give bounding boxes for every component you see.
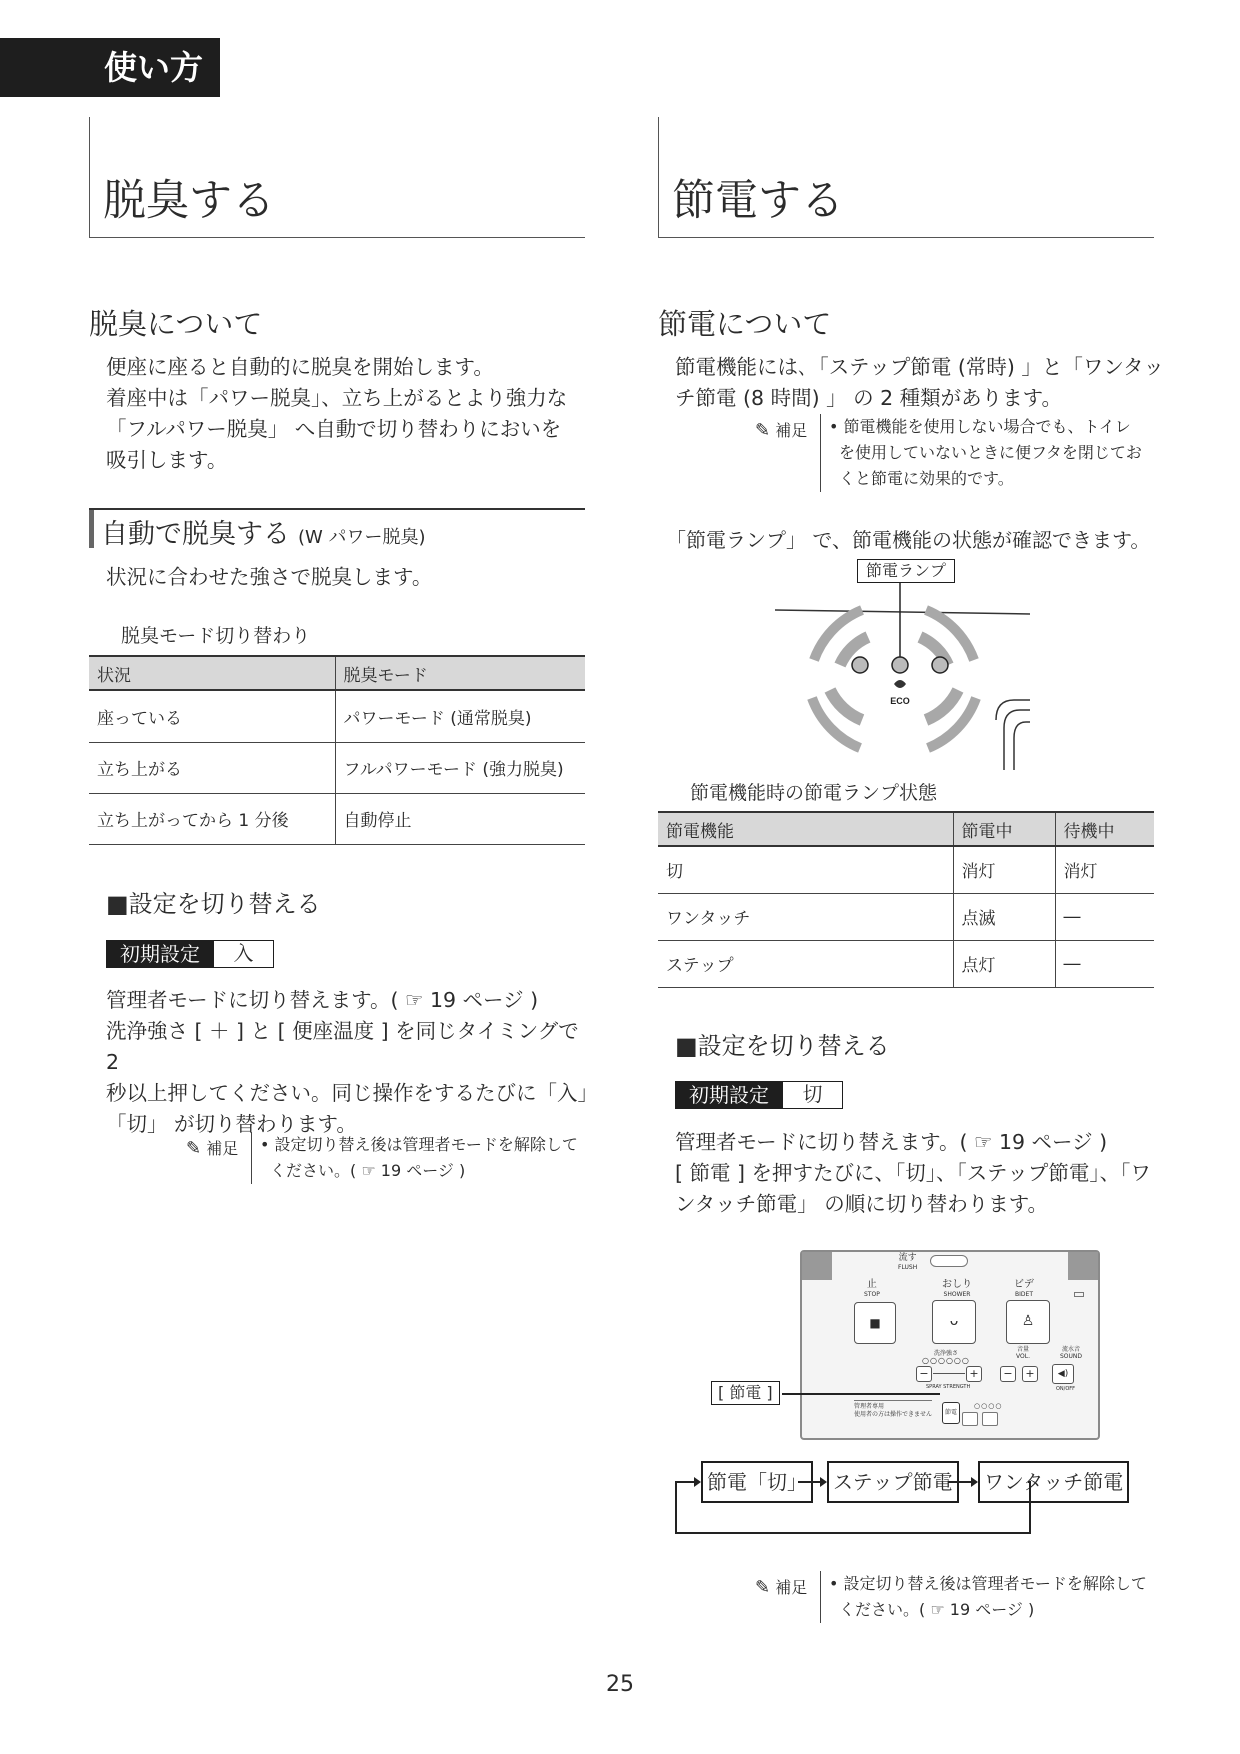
- auto-heading-bar: [89, 510, 94, 548]
- auto-heading-rule: [89, 508, 585, 510]
- eco-text: ECO: [890, 696, 910, 706]
- eco-about-heading: 節電について: [658, 307, 832, 341]
- auto-desc: 状況に合わせた強さで脱臭します。: [106, 565, 433, 589]
- right-note1-text: • 節電機能を使用しない場合でも、トイレ を使用していないときに便フタを閉じてお くと節電に効果的です。: [820, 414, 1142, 492]
- panel-corner-right: [1068, 1252, 1098, 1280]
- bidet-button[interactable]: ♙: [1006, 1300, 1050, 1344]
- table-cell: 点滅: [953, 893, 1055, 940]
- flush-button[interactable]: [930, 1255, 968, 1267]
- right-section-title: 節電する: [672, 176, 844, 226]
- table-row: [89, 690, 585, 742]
- strength-minus-button[interactable]: −: [916, 1366, 932, 1382]
- right-note2: ✎ 補足: [755, 1577, 808, 1598]
- auto-heading: 自動で脱臭する (W パワー脱臭): [101, 519, 426, 550]
- right-switch-text: 管理者モードに切り替えます。( ☞ 19 ページ ) [ 節電 ] を押すたびに、「切」、「ステップ節電」、「ワ ンタッチ節電」 の順に切り替わります。: [675, 1130, 1151, 1216]
- table-header-cell: 状況: [89, 656, 335, 690]
- table-cell: フルパワーモード (強力脱臭): [335, 742, 585, 793]
- table-row: [658, 846, 1154, 893]
- strength-bar: [933, 1373, 965, 1374]
- section-tab: 使い方: [0, 38, 220, 97]
- bidet-label: ビデ BIDET: [1014, 1279, 1034, 1298]
- table-cell: 自動停止: [335, 793, 585, 844]
- flow-arrows: [672, 1460, 1142, 1540]
- eco-button[interactable]: 節電: [942, 1402, 960, 1424]
- flow-box-off: 節電「切」: [701, 1461, 813, 1503]
- strength-plus-button[interactable]: +: [966, 1366, 982, 1382]
- table-header-cell: 節電機能: [658, 812, 953, 846]
- table-cell: 点灯: [953, 940, 1055, 987]
- volume-label: 音量 VOL.: [1016, 1346, 1030, 1360]
- lamp-intro-text: 「節電ランプ」 で、節電機能の状態が確認できます。: [666, 528, 1151, 552]
- right-note1: ✎ 補足: [755, 420, 808, 441]
- spray-strength-label: SPRAY STRENGTH: [926, 1384, 971, 1390]
- left-title-vline: [89, 117, 90, 238]
- left-default-setting: [106, 940, 274, 968]
- admin-label: 管理者専用 使用者の方は操作できません: [854, 1400, 932, 1419]
- volume-plus-button[interactable]: +: [1022, 1366, 1038, 1382]
- eco-lamp-label: 節電ランプ: [857, 559, 955, 583]
- eco-lamp-diagram: [770, 580, 1040, 770]
- eco-dots: ○○○○: [974, 1402, 1003, 1410]
- eco-button-callout: [ 節電 ]: [711, 1381, 780, 1405]
- sound-label: 流水音 SOUND: [1060, 1346, 1083, 1360]
- pencil-icon: ✎: [755, 1577, 771, 1598]
- strength-dots: ○○○○○○: [922, 1356, 970, 1365]
- volume-minus-button[interactable]: −: [1000, 1366, 1016, 1382]
- panel-flush-label: 流す FLUSH: [898, 1253, 918, 1271]
- default-setting-value: 入: [214, 940, 274, 968]
- table-cell: 座っている: [89, 690, 335, 742]
- left-title-underline: [89, 237, 585, 238]
- left-switch-text: 管理者モードに切り替えます。( ☞ 19 ページ ) 洗浄強さ [ ＋ ] と [ 便座温度 ] を同じタイミングで 2 秒以上押してください。同じ操作をするたびに「入」 「切」 が切り替わります。: [106, 988, 598, 1136]
- pencil-icon: ✎: [755, 420, 771, 441]
- table-header-cell: 節電中: [953, 812, 1055, 846]
- table-cell: ワンタッチ: [658, 893, 953, 940]
- left-switch-heading: ■設定を切り替える: [106, 890, 321, 918]
- control-panel: [800, 1250, 1100, 1440]
- panel-corner-left: [802, 1252, 832, 1280]
- shower-label: おしり SHOWER: [942, 1279, 972, 1298]
- stop-button[interactable]: ■: [854, 1302, 896, 1344]
- deodorize-about-text: 便座に座ると自動的に脱臭を開始します。 着座中は「パワー脱臭」、立ち上がるとより強力な 「フルパワー脱臭」 へ自動で切り替わりにおいを 吸引します。: [106, 355, 568, 472]
- callout-line: [782, 1393, 940, 1395]
- table-cell: ―: [1055, 940, 1154, 987]
- table-cell: ―: [1055, 893, 1154, 940]
- deodorize-about-heading: 脱臭について: [89, 307, 263, 341]
- strength-label: 洗浄強さ: [934, 1350, 959, 1357]
- onoff-label: ON/OFF: [1056, 1386, 1076, 1392]
- default-setting-label: 初期設定: [675, 1081, 783, 1109]
- right-default-setting: [675, 1081, 843, 1109]
- flow-box-step: ステップ節電: [827, 1461, 959, 1503]
- table-header-cell: 脱臭モード: [335, 656, 585, 690]
- default-setting-label: 初期設定: [106, 940, 214, 968]
- stop-label: 止 STOP: [864, 1279, 880, 1298]
- left-note: ✎ 補足: [186, 1138, 239, 1159]
- shower-button[interactable]: ᴗ: [932, 1300, 976, 1344]
- table-row: [658, 893, 1154, 940]
- water-temp-button[interactable]: [962, 1412, 978, 1426]
- table-cell: 立ち上がってから 1 分後: [89, 793, 335, 844]
- eco-about-text: 節電機能には､「ステップ節電 (常時) 」と「ワンタッ チ節電 (8 時間) 」 の 2 種類があります。: [675, 355, 1165, 410]
- sensor-icon: [1074, 1292, 1084, 1297]
- table-cell: 立ち上がる: [89, 742, 335, 793]
- table-row: [89, 793, 585, 844]
- table-header-cell: 待機中: [1055, 812, 1154, 846]
- right-title-underline: [658, 237, 1154, 238]
- table-cell: 消灯: [953, 846, 1055, 893]
- left-section-title: 脱臭する: [103, 176, 275, 226]
- default-setting-value: 切: [783, 1081, 843, 1109]
- table-cell: 消灯: [1055, 846, 1154, 893]
- eco-table-caption: 節電機能時の節電ランプ状態: [690, 782, 938, 804]
- table-row: [658, 940, 1154, 987]
- right-title-vline: [658, 117, 659, 238]
- table-header-row: [658, 812, 1154, 846]
- eco-lamp-table: [658, 811, 1154, 988]
- seat-temp-button[interactable]: [982, 1412, 998, 1426]
- table-header-row: [89, 656, 585, 690]
- flow-box-onetouch: ワンタッチ節電: [978, 1461, 1129, 1503]
- right-note2-text: • 設定切り替え後は管理者モードを解除して ください。( ☞ 19 ページ ): [820, 1571, 1147, 1623]
- page-number: 25: [606, 1672, 634, 1697]
- deodorize-table-caption: 脱臭モード切り替わり: [121, 625, 311, 647]
- pencil-icon: ✎: [186, 1138, 202, 1159]
- sound-button[interactable]: ◀): [1052, 1364, 1074, 1384]
- left-note-text: • 設定切り替え後は管理者モードを解除して ください。( ☞ 19 ページ ): [251, 1132, 578, 1184]
- deodorize-mode-table: [89, 655, 585, 845]
- right-switch-heading: ■設定を切り替える: [675, 1032, 890, 1060]
- table-cell: パワーモード (通常脱臭): [335, 690, 585, 742]
- table-cell: ステップ: [658, 940, 953, 987]
- table-cell: 切: [658, 846, 953, 893]
- table-row: [89, 742, 585, 793]
